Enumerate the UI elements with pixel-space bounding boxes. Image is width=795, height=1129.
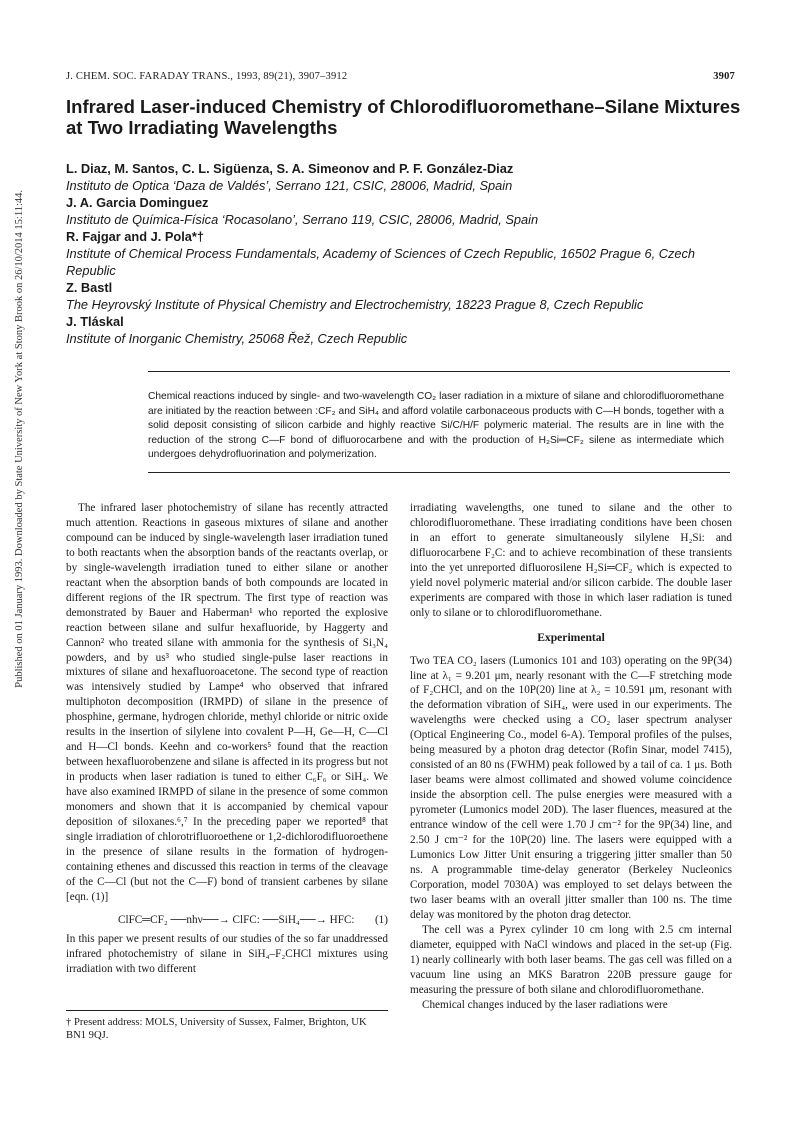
equation-1	[66, 913, 388, 928]
footnote-rule	[66, 1010, 388, 1011]
abstract-top-rule	[148, 371, 730, 372]
author-names: J. A. Garcia Dominguez	[66, 195, 209, 210]
body-paragraph: irradiating wavelengths, one tuned to silane and the other to chlorodifluoromethane. These irradiating conditions have been chosen in an effort to generate simultaneously silylene H₂Si: and difluorocarbene F₂C: and to achieve recombination of these transients into the yet unreported difluorosilene H₂Si═CF₂ which is expected to yield novel polymeric material and/or silicon carbide. The double laser experiments are compared with those in which laser radiation is tuned only to silane or to chlorodifluoromethane.	[410, 502, 732, 619]
abstract: Chemical reactions induced by single- and two-wavelength CO₂ laser radiation in a mixture of silane and chlorodifluoromethane are initiated by the reaction between :CF₂ and SiH₄ and afford volatile carbonaceous products with C—H bonds, together with a solid deposit consisting of silicon carbide and highly reactive Si/C/H/F polymeric material. The results are in line with the reduction of the strong C—F bond of difluorocarbene and with the production of H₂Si═CF₂ silene as intermediate which undergoes dehydrofluorination and polymerization.	[148, 391, 724, 461]
body-paragraph: Chemical changes induced by the laser radiations were	[422, 998, 668, 1011]
left-column	[66, 501, 388, 977]
body-paragraph: The infrared laser photochemistry of silane has recently attracted much attention. Reactions in gaseous mixtures of silane and another compound can be induced by single-wavelength laser irradiation tuned to both reactants when the absorption bands of the reactants overlap, or by single-wavelength irradiation tuned to either silane or another reactant when the absorption bands of both compounds are located in different regions of the IR spectrum. The first type of reaction was demonstrated by Bauer and Haberman¹ who reported the explosive reaction between silane and sulfur hexafluoride, by Haggerty and Cannon² who treated silane with ammonia for the synthesis of Si₃N₄ powders, and by us³ who studied single-pulse laser reactions in mixtures of silane and hexafluoroacetone. The second type of reaction was intensively studied by Lampe⁴ who observed that infrared multiphoton decomposition (IRMPD) of silane in the presence of phosphine, germane, hydrogen chloride, methyl chloride or nitric oxide results in the insertion of silylene into covalent P—H, Ge—H, C—Cl and H—Cl bonds. Keehn and co-workers⁵ found that the reaction between hexafluorobenzene and silane is affected in its progress but not in products when laser radiation is tuned to either C₆F₆ or SiH₄. We have also examined IRMPD of silane in the presence of some common monomers and shown that it is accompanied by chemical vapour deposition of siloxanes.⁶,⁷ In the preceding paper we reported⁸ that single irradiation of chlorotrifluoroethene or 1,2-dichlorodifluoroethene in the presence of silane results in the formation of hydrogen-containing ethenes and discussed this reaction in terms of the cleavage of the C—Cl (but not the C—F) bond of transient carbenes by silane [eqn. (1)]	[66, 502, 388, 903]
author-names: Z. Bastl	[66, 280, 113, 295]
author-names: J. Tláskal	[66, 314, 124, 329]
author-names: L. Diaz, M. Santos, C. L. Sigüenza, S. A. Simeonov and P. F. González-Diaz	[66, 161, 514, 176]
body-paragraph: In this paper we present results of our studies of the so far unaddressed infrared photochemistry of silane in SiH₄–F₂CHCl mixtures using irradiation with two different	[66, 932, 388, 975]
right-column	[410, 501, 732, 1012]
body-paragraph: Two TEA CO₂ lasers (Lumonics 101 and 103) operating on the 9P(34) line at λ₁ = 9.201 μm, nearly resonant with the C—F stretching mode of F₂CHCl, and on the 10P(20) line at λ₂ = 10.591 μm, resonant with the deformation vibration of SiH₄, were used in our experiments. The wavelengths were checked using a CO₂ laser spectrum analyser (Optical Engineering Co., model 6-A). Temporal profiles of the pulses, being measured by a photon drag detector (Rofin Sinar, model 7415), consisted of an 80 ns (FWHM) peak followed by a tail of ca. 1 μs. Both laser beams were almost collimated and showed volume coincidence inside the absorption cell. The pulse energies were measured with a pyrometer (Lumonics model 20D). The laser fluences, measured at the entrance window of the cell were 1.70 J cm⁻² for the 9P(34) line, and 2.50 J cm⁻² for the 10P(20) line. The lasers were equipped with a Lumonics Low Jitter Unit ensuring a triggering jitter smaller than 50 ns. A programmable time-delay generator (Berkeley Nucleonics Corporation, model 7030A) was employed to set delays between the two laser beams with an overall jitter smaller than 100 ns. The time delay was monitored by the photon drag detector.	[410, 654, 732, 921]
equation-text: ClFC═CF₂ ──nhν──→ ClFC: ──SiH₄──→ HFC:	[118, 913, 355, 926]
author-affiliation: Institute of Inorganic Chemistry, 25068 Řež, Czech Republic	[66, 331, 408, 346]
article-title: Infrared Laser-induced Chemistry of Chlorodifluoromethane–Silane Mixtures at Two Irradiating Wavelengths	[66, 96, 741, 138]
author-block	[66, 160, 746, 347]
body-paragraph: The cell was a Pyrex cylinder 10 cm long with 2.5 cm internal diameter, equipped with NaCl windows and placed in the set-up (Fig. 1) nearly collinearly with both laser beams. The gas cell was filled on a vacuum line using an MKS Baratron 220B pressure gauge for measuring the pressure of both silane and chlorodifluoromethane.	[410, 923, 732, 996]
running-header	[66, 71, 735, 82]
download-watermark: Published on 01 January 1993. Downloaded by State University of New York at Stony Brook on 26/10/2014 15:11:44.	[14, 190, 25, 688]
abstract-bottom-rule	[148, 472, 730, 473]
author-affiliation: Institute of Chemical Process Fundamentals, Academy of Sciences of Czech Republic, 16502 Prague 6, Czech Republic	[66, 246, 696, 278]
author-affiliation: Instituto de Optica ‘Daza de Valdés’, Serrano 121, CSIC, 28006, Madrid, Spain	[66, 178, 513, 193]
equation-number: (1)	[374, 913, 388, 926]
journal-citation: J. CHEM. SOC. FARADAY TRANS., 1993, 89(21), 3907–3912	[66, 71, 348, 82]
footnote: † Present address: MOLS, University of Sussex, Falmer, Brighton, UK BN1 9QJ.	[66, 1017, 367, 1041]
author-affiliation: Instituto de Química-Física ‘Rocasolano’, Serrano 119, CSIC, 28006, Madrid, Spain	[66, 212, 539, 227]
page-number: 3907	[713, 71, 735, 82]
section-heading: Experimental	[537, 630, 605, 644]
author-names: R. Fajgar and J. Pola*†	[66, 229, 204, 244]
author-affiliation: The Heyrovský Institute of Physical Chemistry and Electrochemistry, 18223 Prague 8, Czech Republic	[66, 297, 644, 312]
